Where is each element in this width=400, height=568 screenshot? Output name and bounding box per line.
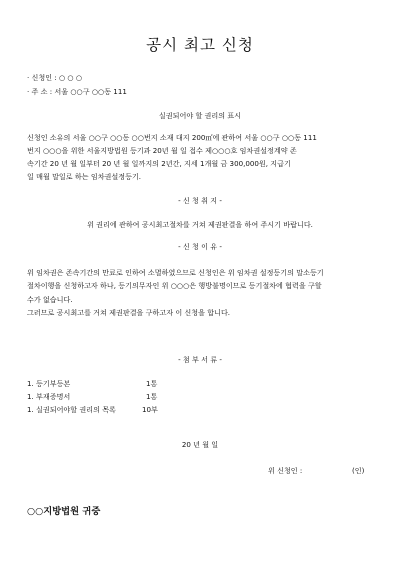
signature-seal: (인) — [352, 466, 365, 475]
court-addressee: ○○지방법원 귀중 — [27, 506, 101, 517]
attachment-item-1-count: 1통 — [146, 379, 158, 388]
purpose-heading: - 신 청 취 지 - — [178, 196, 222, 205]
attachment-item-3-count: 10부 — [142, 405, 158, 414]
applicant-address-line: · 주 소 : 서울 ○○구 ○○동 111 — [27, 87, 127, 96]
reason-line-1: 위 임차권은 존속기간의 만료로 인하여 소멸하였으므로 신청인은 위 임차권 설정등기의 말소등기 — [27, 268, 324, 277]
signature-label: 위 신청인 : — [268, 466, 303, 475]
attachment-item-3-name: 1. 실권되어야할 권리의 목록 — [27, 405, 116, 414]
attachments-heading: - 첨 부 서 류 - — [178, 355, 222, 364]
attachment-item-1-name: 1. 등기부등본 — [27, 379, 71, 388]
document-title: 공시 최고 신청 — [146, 36, 254, 54]
applicant-name-line: · 신청인 : ○ ○ ○ — [27, 73, 83, 82]
attachment-item-2-name: 1. 부재증명서 — [27, 392, 71, 401]
reason-line-2: 절차이행을 신청하고자 하나, 등기의무자인 위 ○○○은 행방불명이므로 등기절차에 협력을 구할 — [27, 281, 322, 290]
reason-line-4: 그러므로 공시최고를 거쳐 제권판결을 구하고자 이 신청을 합니다. — [27, 308, 231, 317]
rights-heading: 실권되어야 할 권리의 표시 — [158, 111, 242, 120]
purpose-text: 위 권리에 관하여 공시최고절차를 거쳐 제권판결을 하여 주시기 바랍니다. — [87, 220, 313, 229]
date-line: 20 년 월 일 — [181, 440, 219, 449]
rights-line-2: 번지 ○○○을 위한 서울지방법원 등기과 20년 월 일 접수 제○○○호 임차권설정계약 존 — [27, 146, 297, 155]
rights-line-1: 신청인 소유의 서울 ○○구 ○○동 ○○번지 소재 대지 200㎡에 관하여 서울 ○○구 ○○동 111 — [27, 133, 317, 142]
rights-line-4: 일 매월 말일로 하는 임차권설정등기. — [27, 172, 142, 181]
reason-line-3: 수가 없습니다. — [27, 295, 73, 304]
rights-line-3: 속기간 20 년 월 일부터 20 년 월 일까지의 2년간, 지세 1개월 금 300,000원, 지급기 — [27, 159, 291, 168]
attachment-item-2-count: 1통 — [146, 392, 158, 401]
reason-heading: - 신 청 이 유 - — [178, 242, 222, 251]
